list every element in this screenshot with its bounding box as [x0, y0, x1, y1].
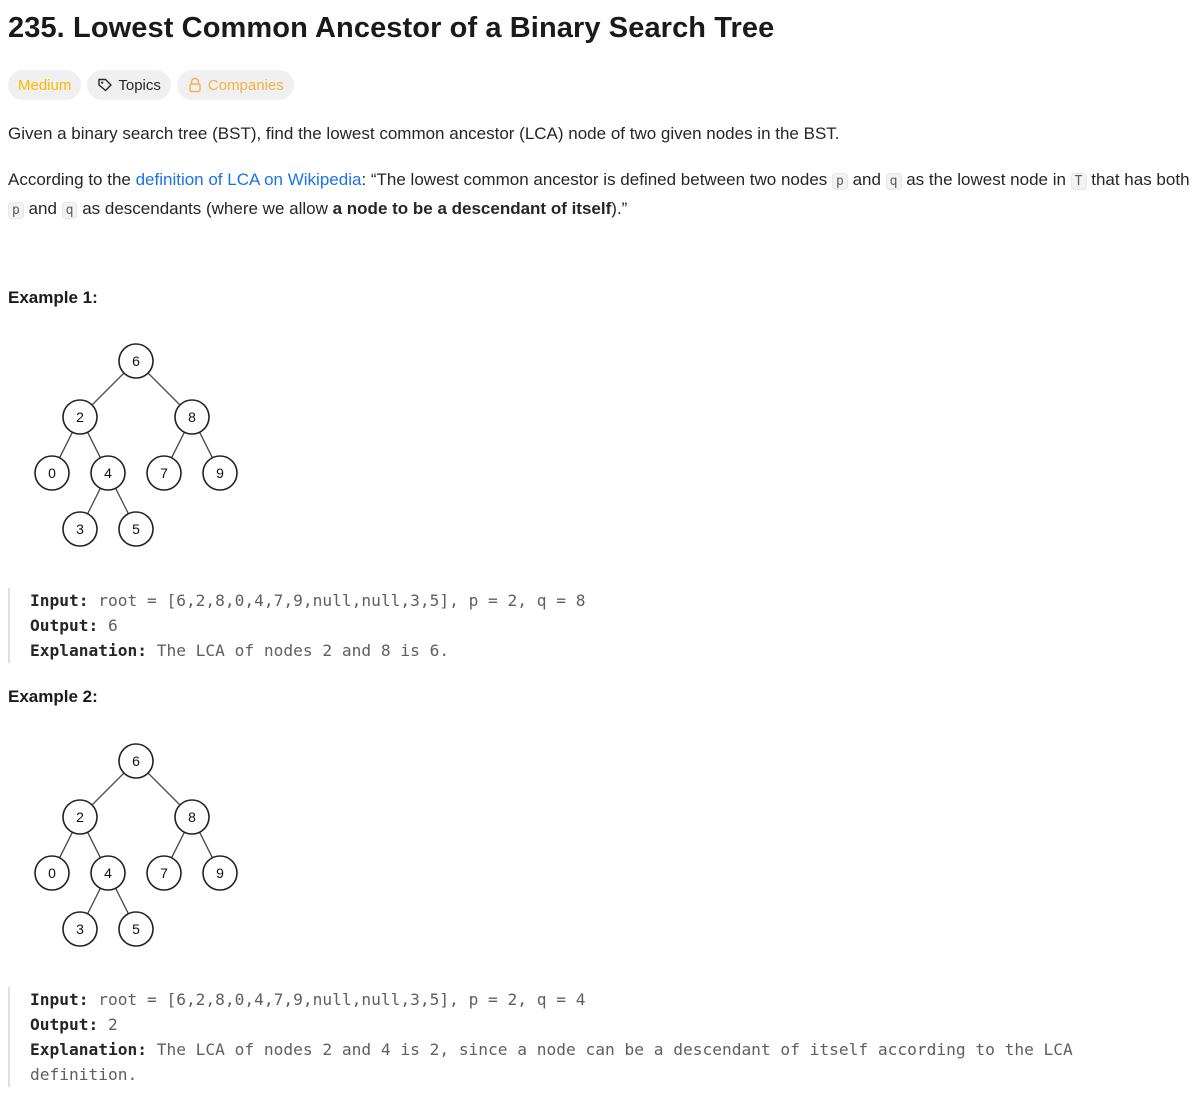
svg-text:3: 3 [76, 521, 84, 537]
tag-chips [8, 70, 294, 100]
input-label: Input: [30, 990, 89, 1009]
svg-text:9: 9 [216, 465, 224, 481]
lock-icon [187, 77, 203, 93]
explanation-value: The LCA of nodes 2 and 4 is 2, since a node can be a descendant of itself according to the LCA definition. [30, 1040, 1083, 1084]
svg-text:4: 4 [104, 865, 112, 881]
tree-node-ll [35, 456, 69, 490]
bold-phrase: a node to be a descendant of itself [332, 199, 612, 218]
output-value: 6 [98, 616, 118, 635]
example-2-tree-diagram [30, 740, 260, 952]
svg-text:6: 6 [132, 353, 140, 369]
text-segment: and [23, 199, 62, 218]
text-segment: that has both [1086, 170, 1190, 189]
svg-text:8: 8 [188, 809, 196, 825]
tree-node-ll [35, 856, 69, 890]
description-paragraph-1: Given a binary search tree (BST), find the lowest common ancestor (LCA) node of two given nodes in the BST. [8, 124, 840, 143]
svg-text:0: 0 [48, 865, 56, 881]
difficulty-badge[interactable] [8, 70, 81, 100]
svg-text:6: 6 [132, 753, 140, 769]
description-paragraph-2 [8, 166, 1194, 224]
svg-text:9: 9 [216, 865, 224, 881]
tree-node-lrr [119, 512, 153, 546]
explanation-line [30, 638, 1172, 663]
svg-text:3: 3 [76, 921, 84, 937]
example-1-tree-diagram [30, 340, 260, 552]
tree-node-rr [203, 856, 237, 890]
example-1-io-block [8, 588, 1172, 663]
input-value: root = [6,2,8,0,4,7,9,null,null,3,5], p = 2, q = 4 [88, 990, 586, 1009]
difficulty-label: Medium [18, 76, 72, 94]
example-2-title: Example 2: [8, 687, 98, 706]
companies-label: Companies [207, 76, 284, 94]
tree-node-root [119, 344, 153, 378]
input-value: root = [6,2,8,0,4,7,9,null,null,3,5], p = 2, q = 8 [88, 591, 586, 610]
problem-title[interactable]: 235. Lowest Common Ancestor of a Binary Search Tree [8, 12, 775, 44]
tree-node-lr [91, 456, 125, 490]
tree-node-rr [203, 456, 237, 490]
text-segment: : “The lowest common ancestor is defined between two nodes [361, 170, 833, 189]
text-segment: as descendants (where we allow [77, 199, 333, 218]
tree-node-lr [91, 856, 125, 890]
svg-text:7: 7 [160, 465, 168, 481]
companies-button[interactable] [177, 70, 294, 100]
svg-text:5: 5 [132, 521, 140, 537]
code-q: q [886, 173, 902, 190]
topics-button[interactable] [87, 70, 171, 100]
tag-icon [97, 77, 113, 93]
code-p: p [832, 173, 848, 190]
input-line [30, 987, 1172, 1012]
tree-node-l [63, 400, 97, 434]
explanation-line [30, 1037, 1172, 1087]
output-label: Output: [30, 1015, 99, 1034]
svg-text:2: 2 [76, 809, 84, 825]
explanation-label: Explanation: [30, 1040, 147, 1059]
input-line [30, 588, 1172, 613]
output-value: 2 [98, 1015, 118, 1034]
example-1-title: Example 1: [8, 288, 98, 307]
tree-node-r [175, 800, 209, 834]
tree-node-root [119, 744, 153, 778]
svg-text:8: 8 [188, 409, 196, 425]
tree-node-lrl [63, 912, 97, 946]
svg-text:2: 2 [76, 409, 84, 425]
tree-edges [52, 761, 220, 929]
text-segment: ).” [611, 199, 628, 218]
tree-edges [52, 361, 220, 529]
text-segment: as the lowest node in [901, 170, 1071, 189]
example-2-io-block [8, 987, 1172, 1087]
wikipedia-lca-link[interactable]: definition of LCA on Wikipedia [135, 170, 362, 189]
tree-node-rl [147, 856, 181, 890]
tree-node-rl [147, 456, 181, 490]
tree-node-l [63, 800, 97, 834]
output-line [30, 613, 1172, 638]
svg-text:5: 5 [132, 921, 140, 937]
output-line [30, 1012, 1172, 1037]
explanation-value: The LCA of nodes 2 and 8 is 6. [146, 641, 450, 660]
topics-label: Topics [118, 76, 161, 94]
input-label: Input: [30, 591, 89, 610]
svg-text:4: 4 [104, 465, 112, 481]
code-q: q [62, 202, 78, 219]
output-label: Output: [30, 616, 99, 635]
tree-node-lrr [119, 912, 153, 946]
text-segment: and [847, 170, 886, 189]
tree-node-lrl [63, 512, 97, 546]
code-p: p [8, 202, 24, 219]
explanation-label: Explanation: [30, 641, 147, 660]
svg-text:7: 7 [160, 865, 168, 881]
code-t: T [1071, 173, 1087, 190]
tree-node-r [175, 400, 209, 434]
text-segment: According to the [8, 170, 136, 189]
svg-text:0: 0 [48, 465, 56, 481]
